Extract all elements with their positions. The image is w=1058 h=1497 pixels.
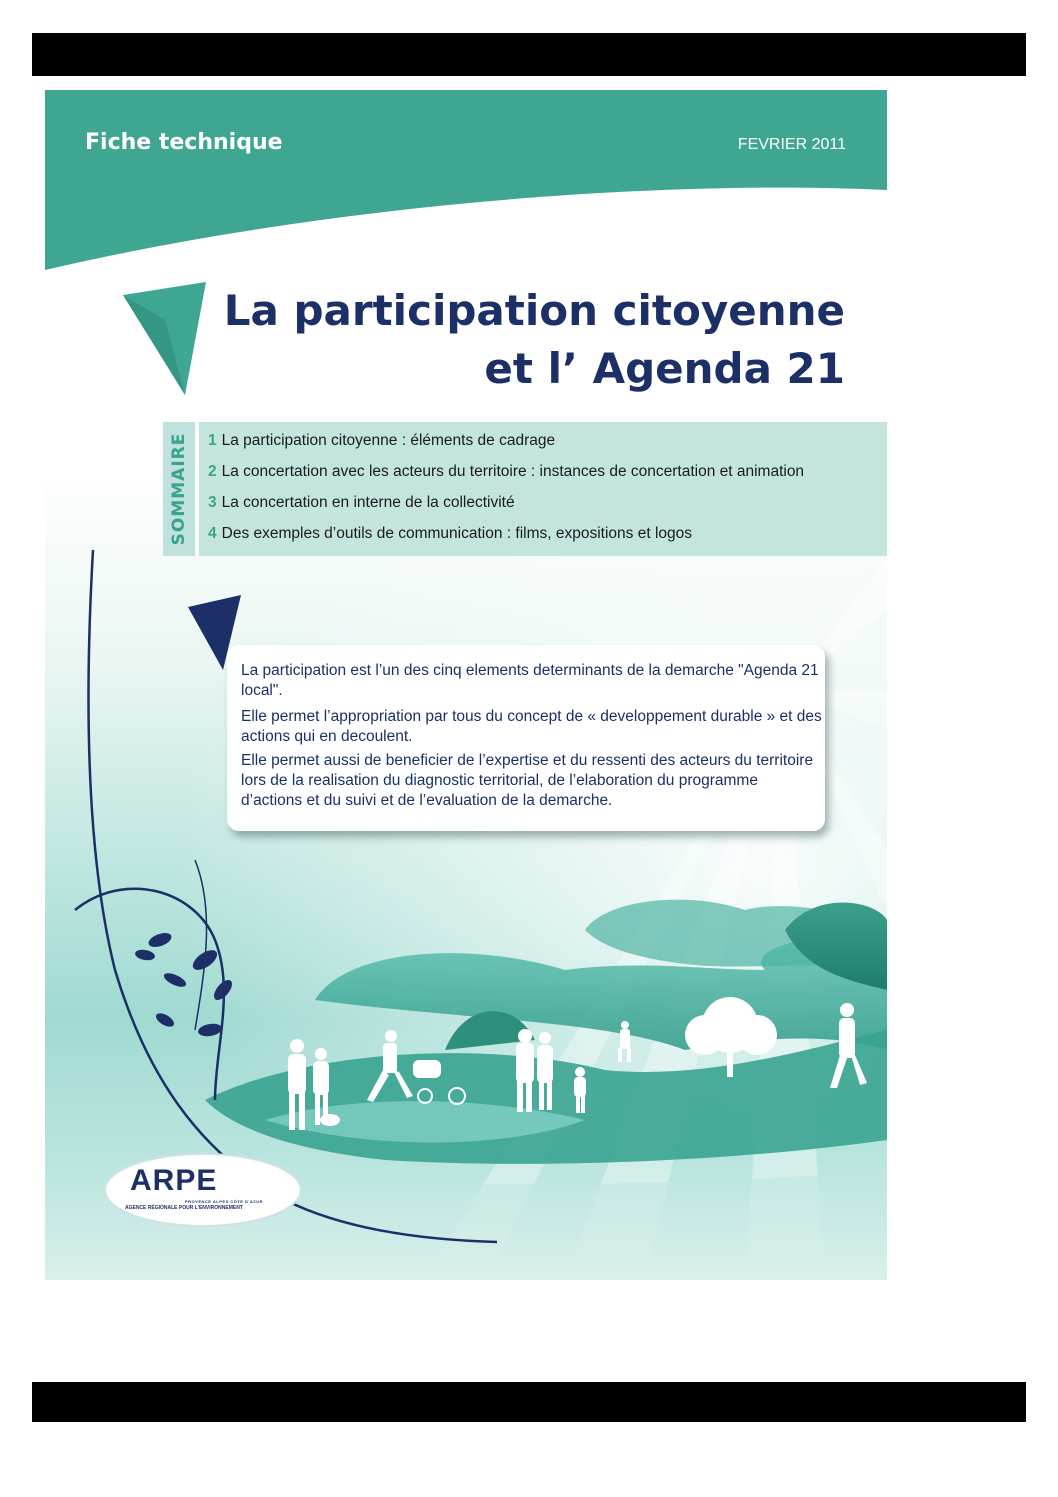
toc-item bbox=[208, 525, 692, 543]
toc-item bbox=[208, 463, 804, 481]
toc-item-number: 4 bbox=[208, 525, 217, 542]
intro-paragraph: Elle permet l’appropriation par tous du concept de « developpement durable » et des actions qui en decoulent. bbox=[241, 708, 822, 745]
intro-paragraph: Elle permet aussi de beneficier de l’expertise et du ressenti des acteurs du territoire lors de la realisation du diagnostic territorial, de l’elaboration du programme d’actions et du suivi et de l’evaluation de la demarche. bbox=[241, 752, 814, 809]
toc-item-text: La concertation avec les acteurs du territoire : instances de concertation et animation bbox=[221, 463, 805, 480]
table-of-contents bbox=[199, 422, 887, 556]
intro-paragraph: La participation est l’un des cinq elements determinants de la demarche "Agenda 21 local". bbox=[241, 662, 819, 699]
page-title bbox=[224, 282, 845, 398]
toc-item-number: 1 bbox=[208, 432, 217, 449]
arpe-logo bbox=[105, 1158, 301, 1224]
toc-item bbox=[208, 494, 515, 512]
logo-subtitle: AGENCE RÉGIONALE POUR L'ENVIRONNEMENT bbox=[125, 1205, 243, 1211]
header-band bbox=[45, 90, 887, 270]
toc-item-text: La participation citoyenne : éléments de cadrage bbox=[221, 432, 556, 449]
toc-item-number: 2 bbox=[208, 463, 217, 480]
toc-item-number: 3 bbox=[208, 494, 217, 511]
toc-item-text: La concertation en interne de la collectivité bbox=[221, 494, 515, 511]
top-black-bar bbox=[32, 33, 1026, 76]
intro-box bbox=[227, 645, 825, 831]
page-title-line-1: La participation citoyenne bbox=[223, 286, 845, 335]
page-title-line-2: et l’ Agenda 21 bbox=[484, 344, 845, 393]
toc-item bbox=[208, 432, 555, 450]
bottom-black-bar bbox=[32, 1382, 1026, 1422]
document-page bbox=[45, 90, 887, 1280]
toc-item-text: Des exemples d’outils de communication : films, expositions et logos bbox=[221, 525, 693, 542]
sommaire-label: SOMMAIRE bbox=[169, 432, 189, 546]
header-label: Fiche technique bbox=[85, 130, 283, 155]
logo-name: ARPE bbox=[130, 1164, 218, 1197]
header-date: FEVRIER 2011 bbox=[737, 136, 846, 153]
sommaire-tab bbox=[163, 422, 195, 556]
logo-tagline: PROVENCE ALPES CÔTE D'AZUR bbox=[185, 1199, 264, 1204]
